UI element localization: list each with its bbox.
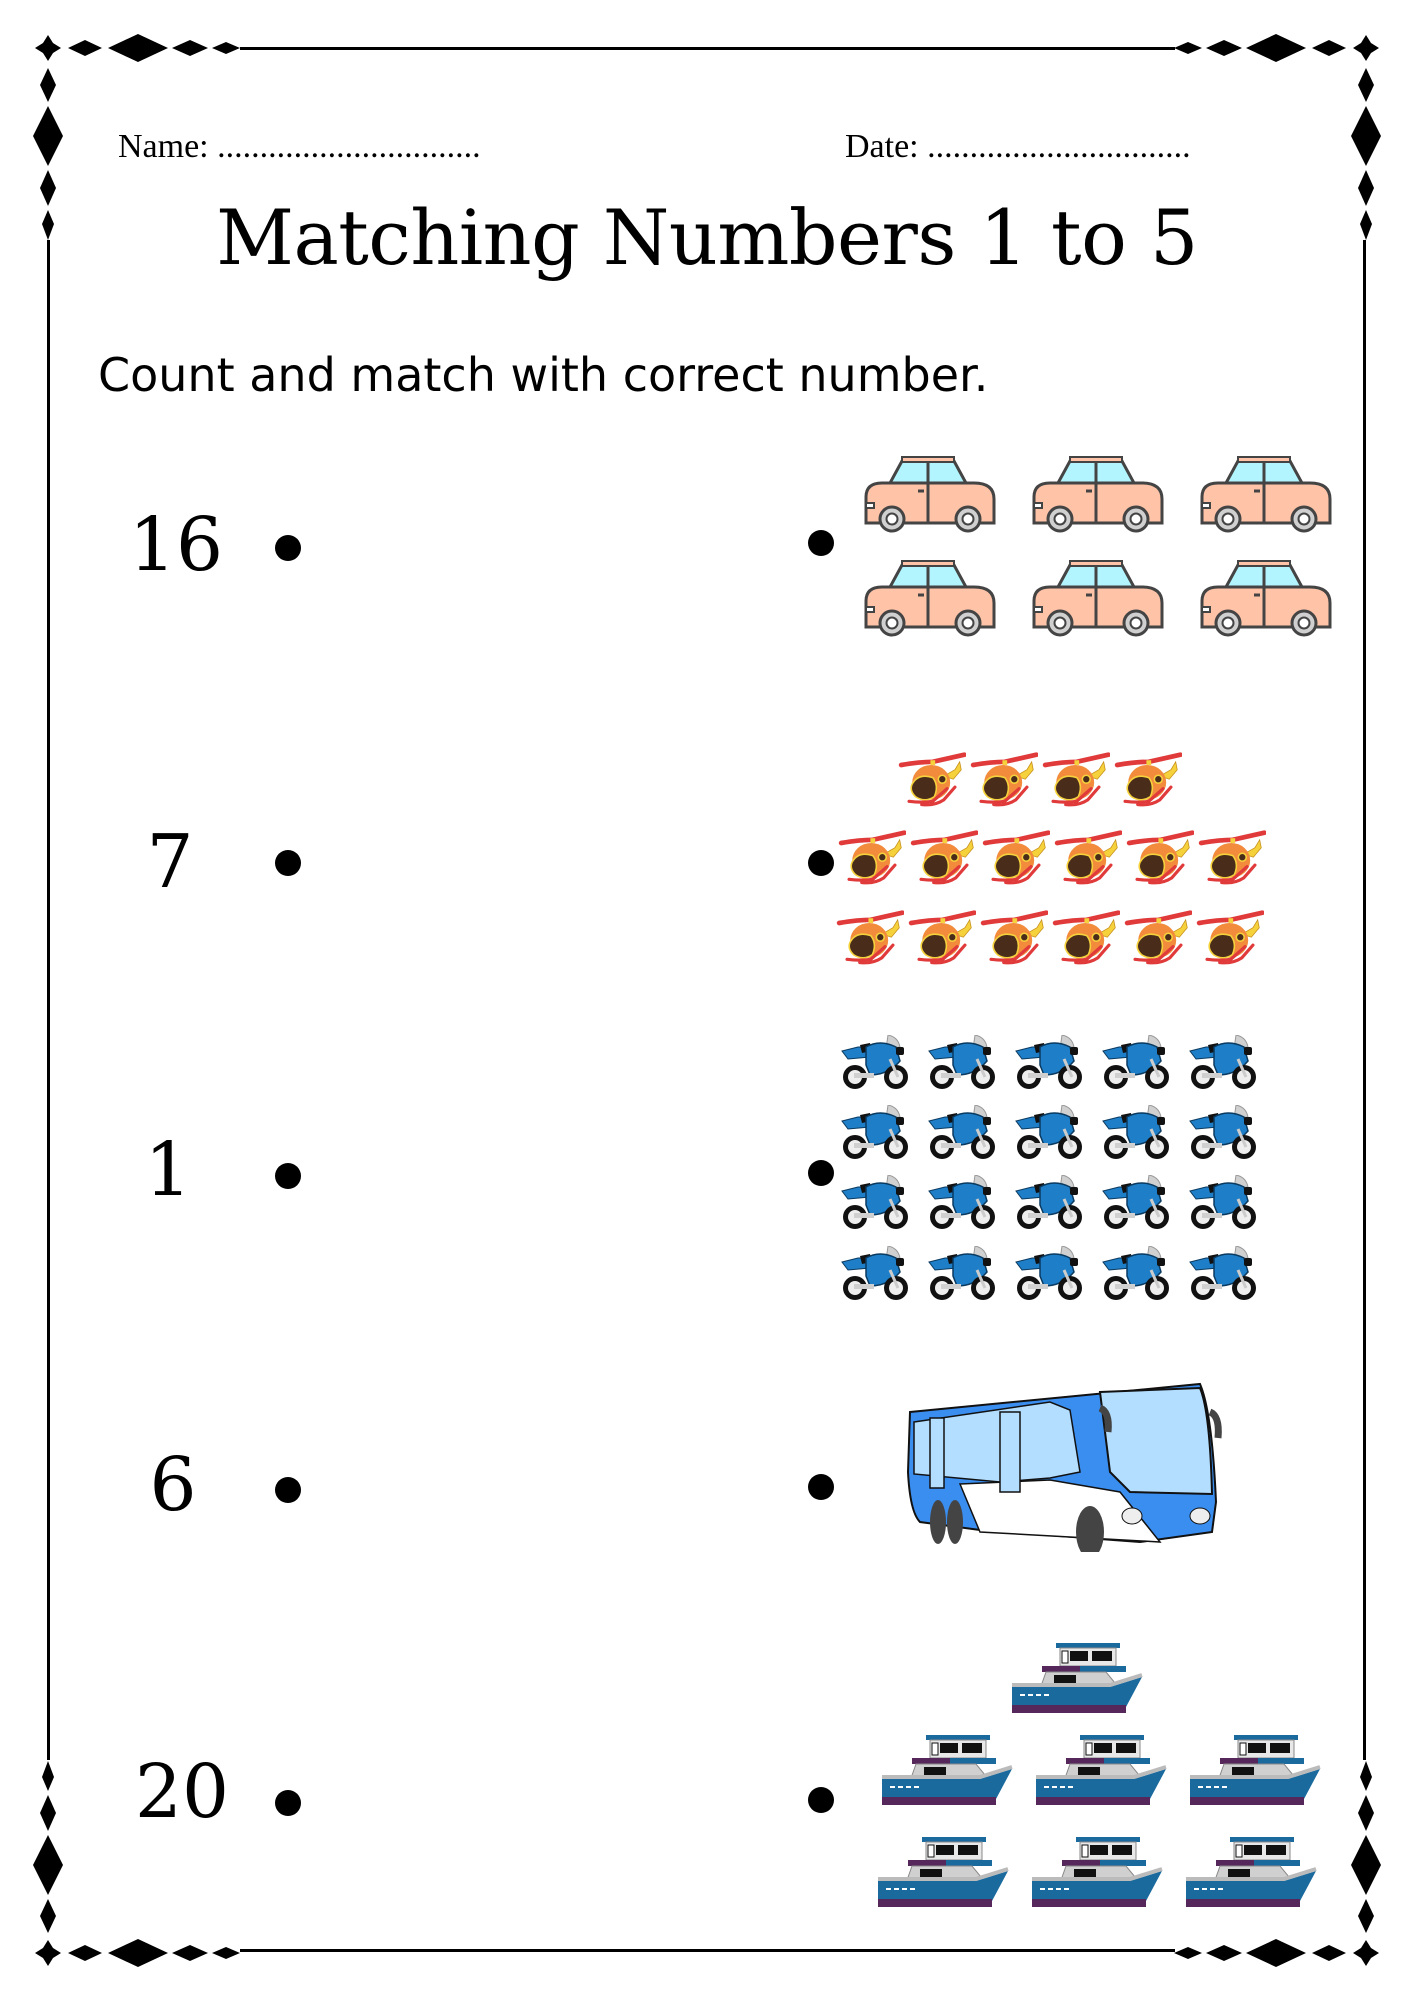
motorcycle-row xyxy=(840,1246,1258,1302)
motorcycle-icon xyxy=(840,1105,910,1161)
boat-icon xyxy=(876,1835,1010,1909)
boat-row xyxy=(876,1835,1318,1909)
left-match-dot[interactable] xyxy=(275,1163,301,1189)
boat-icon xyxy=(1034,1733,1168,1807)
boat-icon xyxy=(1184,1835,1318,1909)
helicopter-icon xyxy=(1054,830,1122,886)
page-title: Matching Numbers 1 to 5 xyxy=(216,193,1198,282)
car-row xyxy=(862,453,1334,533)
helicopter-icon xyxy=(908,910,976,966)
car-icon xyxy=(862,453,998,533)
helicopter-icon xyxy=(838,830,906,886)
number-label: 1 xyxy=(144,1127,192,1213)
car-icon xyxy=(1030,557,1166,637)
number-label: 20 xyxy=(134,1749,230,1835)
boat-row xyxy=(1010,1641,1144,1715)
border-right-line xyxy=(1363,240,1366,1760)
instructions: Count and match with correct number. xyxy=(98,348,989,402)
helicopter-icon xyxy=(1198,830,1266,886)
helicopter-icon xyxy=(836,910,904,966)
motorcycle-icon xyxy=(1101,1035,1171,1091)
date-field[interactable]: Date: ............................... xyxy=(845,128,1191,165)
motorcycle-icon xyxy=(1188,1035,1258,1091)
motorcycle-icon xyxy=(840,1175,910,1231)
motorcycle-icon xyxy=(1188,1246,1258,1302)
helicopter-icon xyxy=(1114,752,1182,808)
helicopter-icon xyxy=(980,910,1048,966)
helicopter-icon xyxy=(1052,910,1120,966)
left-match-dot[interactable] xyxy=(275,1790,301,1816)
boat-icon xyxy=(1010,1641,1144,1715)
motorcycle-icon xyxy=(1188,1105,1258,1161)
left-match-dot[interactable] xyxy=(275,1477,301,1503)
helicopter-icon xyxy=(982,830,1050,886)
helicopter-row xyxy=(898,752,1182,808)
car-icon xyxy=(862,557,998,637)
right-match-dot[interactable] xyxy=(808,530,834,556)
boat-icon xyxy=(1030,1835,1164,1909)
motorcycle-icon xyxy=(1101,1105,1171,1161)
helicopter-icon xyxy=(1124,910,1192,966)
motorcycle-row xyxy=(840,1035,1258,1091)
helicopter-row xyxy=(836,910,1264,966)
car-icon xyxy=(1198,453,1334,533)
motorcycle-icon xyxy=(927,1246,997,1302)
motorcycle-row xyxy=(840,1175,1258,1231)
motorcycle-icon xyxy=(1014,1105,1084,1161)
left-match-dot[interactable] xyxy=(275,850,301,876)
border-bottom-line xyxy=(240,1949,1175,1952)
motorcycle-icon xyxy=(1014,1175,1084,1231)
number-label: 7 xyxy=(146,819,194,905)
car-icon xyxy=(1198,557,1334,637)
motorcycle-icon xyxy=(1014,1035,1084,1091)
name-field[interactable]: Name: ............................... xyxy=(118,128,481,165)
right-match-dot[interactable] xyxy=(808,1474,834,1500)
motorcycle-icon xyxy=(927,1175,997,1231)
helicopter-icon xyxy=(1196,910,1264,966)
motorcycle-icon xyxy=(840,1246,910,1302)
bus-icon xyxy=(900,1382,1230,1552)
motorcycle-icon xyxy=(1014,1246,1084,1302)
motorcycle-icon xyxy=(927,1105,997,1161)
border-left-line xyxy=(47,240,50,1760)
right-match-dot[interactable] xyxy=(808,850,834,876)
motorcycle-icon xyxy=(1188,1175,1258,1231)
number-label: 16 xyxy=(128,502,224,588)
motorcycle-icon xyxy=(1101,1175,1171,1231)
boat-icon xyxy=(1188,1733,1322,1807)
number-label: 6 xyxy=(149,1442,197,1528)
helicopter-icon xyxy=(898,752,966,808)
left-match-dot[interactable] xyxy=(275,535,301,561)
right-match-dot[interactable] xyxy=(808,1160,834,1186)
motorcycle-icon xyxy=(927,1035,997,1091)
motorcycle-row xyxy=(840,1105,1258,1161)
helicopter-icon xyxy=(1042,752,1110,808)
car-row xyxy=(862,557,1334,637)
helicopter-icon xyxy=(1126,830,1194,886)
right-match-dot[interactable] xyxy=(808,1787,834,1813)
boat-row xyxy=(880,1733,1322,1807)
car-icon xyxy=(1030,453,1166,533)
boat-icon xyxy=(880,1733,1014,1807)
helicopter-icon xyxy=(970,752,1038,808)
motorcycle-icon xyxy=(1101,1246,1171,1302)
helicopter-icon xyxy=(910,830,978,886)
helicopter-row xyxy=(838,830,1266,886)
motorcycle-icon xyxy=(840,1035,910,1091)
border-top-line xyxy=(240,47,1175,50)
